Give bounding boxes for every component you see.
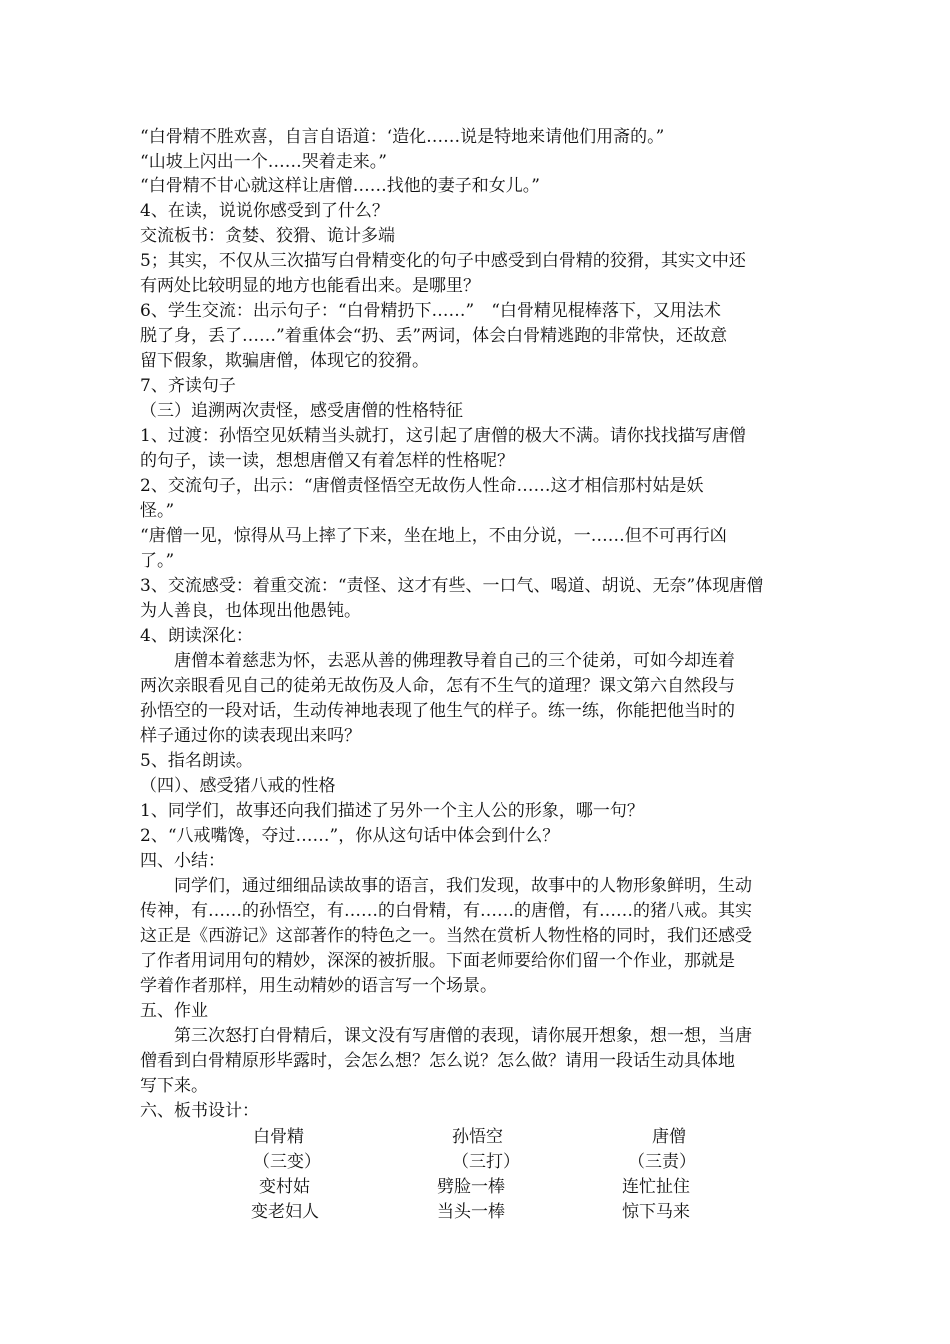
- text-line: 第三次怒打白骨精后，课文没有写唐僧的表现，请你展开想象，想一想，当唐: [140, 1026, 752, 1046]
- text-line: 2、交流句子，出示：“唐僧责怪悟空无故伤人性命……这才相信那村姑是妖: [140, 476, 704, 496]
- text-line: 有两处比较明显的地方也能看出来。是哪里？: [140, 276, 480, 296]
- text-line: 这正是《西游记》这部著作的特色之一。当然在赏析人物性格的同时，我们还感受: [140, 926, 752, 946]
- text-line: 孙悟空的一段对话，生动传神地表现了他生气的样子。练一练，你能把他当时的: [140, 701, 735, 721]
- text-line: 1、同学们，故事还向我们描述了另外一个主人公的形象，哪一句？: [140, 801, 644, 821]
- text-line: “唐僧一见，惊得从马上摔了下来，坐在地上，不由分说，一……但不可再行凶: [140, 526, 727, 546]
- text-line: 四、小结：: [140, 851, 225, 871]
- board-cell-col2: 劈脸一棒: [437, 1177, 505, 1197]
- text-line: 唐僧本着慈悲为怀，去恶从善的佛理教导着自己的三个徒弟，可如今却连着: [140, 651, 735, 671]
- text-line: 僧看到白骨精原形毕露时，会怎么想？怎么说？怎么做？请用一段话生动具体地: [140, 1051, 735, 1071]
- board-cell-col3: 惊下马来: [622, 1202, 690, 1222]
- board-cell-col2: （三打）: [452, 1152, 520, 1172]
- text-line: 留下假象，欺骗唐僧，体现它的狡猾。: [140, 351, 429, 371]
- text-line: 5；其实，不仅从三次描写白骨精变化的句子中感受到白骨精的狡猾，其实文中还: [140, 251, 746, 271]
- board-cell-col3: 连忙扯住: [622, 1177, 690, 1197]
- text-line: 六、板书设计：: [140, 1101, 259, 1121]
- text-line: 6、学生交流：出示句子：“白骨精扔下……” “白骨精见棍棒落下，又用法术: [140, 301, 721, 321]
- text-line: 两次亲眼看见自己的徒弟无故伤及人命，怎有不生气的道理？课文第六自然段与: [140, 676, 735, 696]
- text-line: “白骨精不甘心就这样让唐僧……找他的妻子和女儿。”: [140, 176, 540, 196]
- text-line: 学着作者那样，用生动精妙的语言写一个场景。: [140, 976, 497, 996]
- text-line: 3、交流感受：着重交流：“责怪、这才有些、一口气、喝道、胡说、无奈”体现唐僧: [140, 576, 764, 596]
- text-line: 同学们，通过细细品读故事的语言，我们发现，故事中的人物形象鲜明，生动: [140, 876, 752, 896]
- text-line: 交流板书：贪婪、狡猾、诡计多端: [140, 226, 395, 246]
- board-cell-col3: 唐僧: [652, 1127, 686, 1147]
- text-line: 4、朗读深化：: [140, 626, 253, 646]
- text-line: 怪。”: [140, 501, 175, 521]
- text-line: “山坡上闪出一个……哭着走来。”: [140, 152, 387, 172]
- text-line: 样子通过你的读表现出来吗？: [140, 726, 361, 746]
- text-line: “白骨精不胜欢喜，自言自语道：‘造化……说是特地来请他们用斋的。”: [140, 127, 665, 147]
- text-line: 1、过渡：孙悟空见妖精当头就打，这引起了唐僧的极大不满。请你找找描写唐僧: [140, 426, 746, 446]
- text-line: 五、作业: [140, 1001, 208, 1021]
- text-line: 了。”: [140, 551, 175, 571]
- board-cell-col3: （三责）: [628, 1152, 696, 1172]
- text-line: 了作者用词用句的精妙，深深的被折服。下面老师要给你们留一个作业，那就是: [140, 951, 735, 971]
- text-line: （四）、感受猪八戒的性格: [140, 776, 336, 796]
- board-cell-col1: 白骨精: [253, 1127, 304, 1147]
- board-cell-col1: 变老妇人: [251, 1202, 319, 1222]
- board-cell-col2: 当头一棒: [437, 1202, 505, 1222]
- text-line: 5、指名朗读。: [140, 751, 253, 771]
- text-line: 写下来。: [140, 1076, 208, 1096]
- text-line: 为人善良，也体现出他愚钝。: [140, 601, 361, 621]
- text-line: 的句子，读一读，想想唐僧又有着怎样的性格呢？: [140, 451, 514, 471]
- text-line: （三）追溯两次责怪，感受唐僧的性格特征: [140, 401, 463, 421]
- board-cell-col1: （三变）: [253, 1152, 321, 1172]
- board-cell-col1: 变村姑: [259, 1177, 310, 1197]
- text-line: 脱了身，丢了……”着重体会“扔、丢”两词，体会白骨精逃跑的非常快，还故意: [140, 326, 728, 346]
- text-line: 4、在读，说说你感受到了什么？: [140, 201, 389, 221]
- text-line: 传神，有……的孙悟空，有……的白骨精，有……的唐僧，有……的猪八戒。其实: [140, 901, 752, 921]
- text-line: 7、齐读句子: [140, 376, 236, 396]
- board-cell-col2: 孙悟空: [452, 1127, 503, 1147]
- text-line: 2、“八戒嘴馋，夺过……”，你从这句话中体会到什么？: [140, 826, 560, 846]
